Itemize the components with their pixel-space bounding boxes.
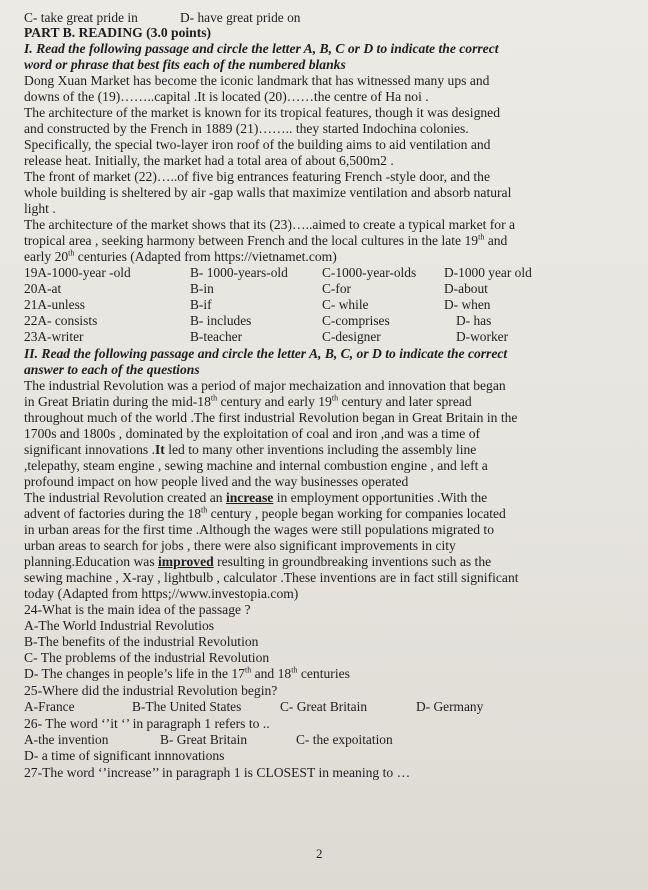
answer-option[interactable]: 19A-1000-year -old	[24, 265, 131, 280]
answer-option[interactable]: A-the invention	[24, 732, 109, 747]
underlined-word-improved: improved	[158, 554, 214, 569]
answer-option[interactable]: C- The problems of the industrial Revolution	[24, 650, 270, 665]
answer-option[interactable]: C- the expoitation	[296, 732, 393, 747]
answer-option[interactable]: A-France	[24, 699, 75, 714]
answer-option[interactable]: B-teacher	[190, 329, 243, 344]
answer-option[interactable]: D- a time of significant innnovations	[24, 748, 225, 763]
passage-2-line: throughout much of the world .The first industrial Revolution began in Great Britain in the	[24, 410, 518, 425]
answer-option[interactable]: B- includes	[190, 313, 252, 328]
passage-2-line: sewing machine , X-ray , lightbulb , calculator .These inventions are in fact still significant	[24, 570, 519, 585]
passage-1-line: release heat. Initially, the market had a total area of about 6,500m2 .	[24, 153, 394, 168]
passage-1-line: Specifically, the special two-layer iron roof of the building aims to aid ventilation and	[24, 137, 491, 152]
instruction-1-line-2: word or phrase that best fits each of the numbered blanks	[24, 57, 346, 72]
answer-option[interactable]: C-1000-year-olds	[322, 265, 417, 280]
answer-option[interactable]: B-in	[190, 281, 214, 296]
answer-option[interactable]: C- while	[322, 297, 369, 312]
answer-option[interactable]: B- 1000-years-old	[190, 265, 288, 280]
passage-2-line: The industrial Revolution created an increase in employment opportunities .With the	[24, 490, 488, 505]
instruction-2-line-1: II. Read the following passage and circle the letter A, B, C, or D to indicate the correct	[24, 346, 508, 361]
passage-2-source: today (Adapted from https;//www.investopia.com)	[24, 586, 299, 601]
answer-option[interactable]: 23A-writer	[24, 329, 84, 344]
passage-2-line: planning.Education was improved resulting in groundbreaking inventions such as the	[24, 554, 492, 569]
passage-1-line: The architecture of the market is known for its tropical features, though it was designed	[24, 105, 501, 120]
underlined-word-increase: increase	[225, 490, 274, 505]
answer-option[interactable]: B-The United States	[132, 699, 242, 714]
passage-1-line: downs of the (19)……..capital .It is located (20)……the centre of Ha noi .	[24, 89, 429, 104]
part-b-heading: PART B. READING (3.0 points)	[24, 25, 212, 40]
answer-option[interactable]: B-The benefits of the industrial Revolution	[24, 634, 259, 649]
passage-2-line: in urban areas for the first time .Although the wages were still populations migrated to	[24, 522, 494, 537]
answer-option[interactable]: 21A-unless	[24, 297, 85, 312]
question-25-stem: 25-Where did the industrial Revolution begin?	[24, 683, 278, 698]
answer-option[interactable]: 20A-at	[24, 281, 62, 296]
answer-option[interactable]: D- when	[444, 297, 491, 312]
answer-option[interactable]: C- Great Britain	[280, 699, 368, 714]
passage-1-source: early 20th centuries (Adapted from https://vietnamet.com)	[24, 248, 337, 264]
answer-option[interactable]: D- Germany	[416, 699, 484, 714]
passage-1-line: whole building is sheltered by air -gap walls that maximize ventilation and absorb natural	[24, 185, 512, 200]
passage-2-line: significant innovations .It led to many other inventions including the assembly line	[24, 442, 477, 457]
passage-1-line: The front of market (22)…..of five big entrances featuring French -style door, and the	[24, 169, 491, 184]
answer-option[interactable]: D- has	[456, 313, 492, 328]
passage-1-line: light .	[24, 201, 56, 216]
answer-option[interactable]: D-worker	[456, 329, 509, 344]
answer-option[interactable]: C-comprises	[322, 313, 390, 328]
answer-option[interactable]: B- Great Britain	[160, 732, 248, 747]
answer-option[interactable]: 22A- consists	[24, 313, 98, 328]
passage-1-line: and constructed by the French in 1889 (21)…….. they started Indochina colonies.	[24, 121, 469, 136]
question-27-stem: 27-The word ‘’increase’’ in paragraph 1 is CLOSEST in meaning to …	[24, 765, 411, 780]
passage-2-line: ,telepathy, steam engine , sewing machine and internal combustion engine , and left a	[24, 458, 488, 473]
answer-option[interactable]: A-The World Industrial Revolutios	[24, 618, 215, 633]
question-26-stem: 26- The word ‘’it ‘’ in paragraph 1 refers to ..	[24, 716, 270, 731]
passage-2-line: profound impact on how people lived and the way businesses operated	[24, 474, 409, 489]
word-it: It	[155, 442, 165, 457]
passage-1-line: tropical area , seeking harmony between French and the local cultures in the late 19th and	[24, 232, 508, 248]
passage-1-line: The architecture of the market shows that its (23)…..aimed to create a typical market for a	[24, 217, 516, 232]
answer-option[interactable]: B-if	[190, 297, 212, 312]
option-d: D- have great pride on	[180, 10, 301, 25]
passage-2-line: urban areas to search for jobs , there were also significant improvements in city	[24, 538, 456, 553]
passage-2-line: 1700s and 1800s , dominated by the exploitation of coal and iron ,and was a time of	[24, 426, 481, 441]
option-c: C- take great pride in	[24, 10, 138, 25]
passage-2-line: advent of factories during the 18th century , people began working for companies located	[24, 505, 506, 521]
answer-option[interactable]: D-about	[444, 281, 488, 296]
answer-option[interactable]: D- The changes in people’s life in the 17th and 18th centuries	[24, 665, 350, 681]
answer-option[interactable]: D-1000 year old	[444, 265, 532, 280]
answer-option[interactable]: C-designer	[322, 329, 381, 344]
passage-2-line: in Great Briatin during the mid-18th century and early 19th century and later spread	[24, 393, 472, 409]
passage-2-line: The industrial Revolution was a period of major mechaization and innovation that began	[24, 378, 506, 393]
answer-option[interactable]: C-for	[322, 281, 352, 296]
passage-1-line: Dong Xuan Market has become the iconic landmark that has witnessed many ups and	[24, 73, 490, 88]
page-number: 2	[316, 846, 323, 861]
question-24-stem: 24-What is the main idea of the passage ?	[24, 602, 251, 617]
instruction-1-line-1: I. Read the following passage and circle the letter A, B, C or D to indicate the correct	[24, 41, 499, 56]
instruction-2-line-2: answer to each of the questions	[24, 362, 200, 377]
